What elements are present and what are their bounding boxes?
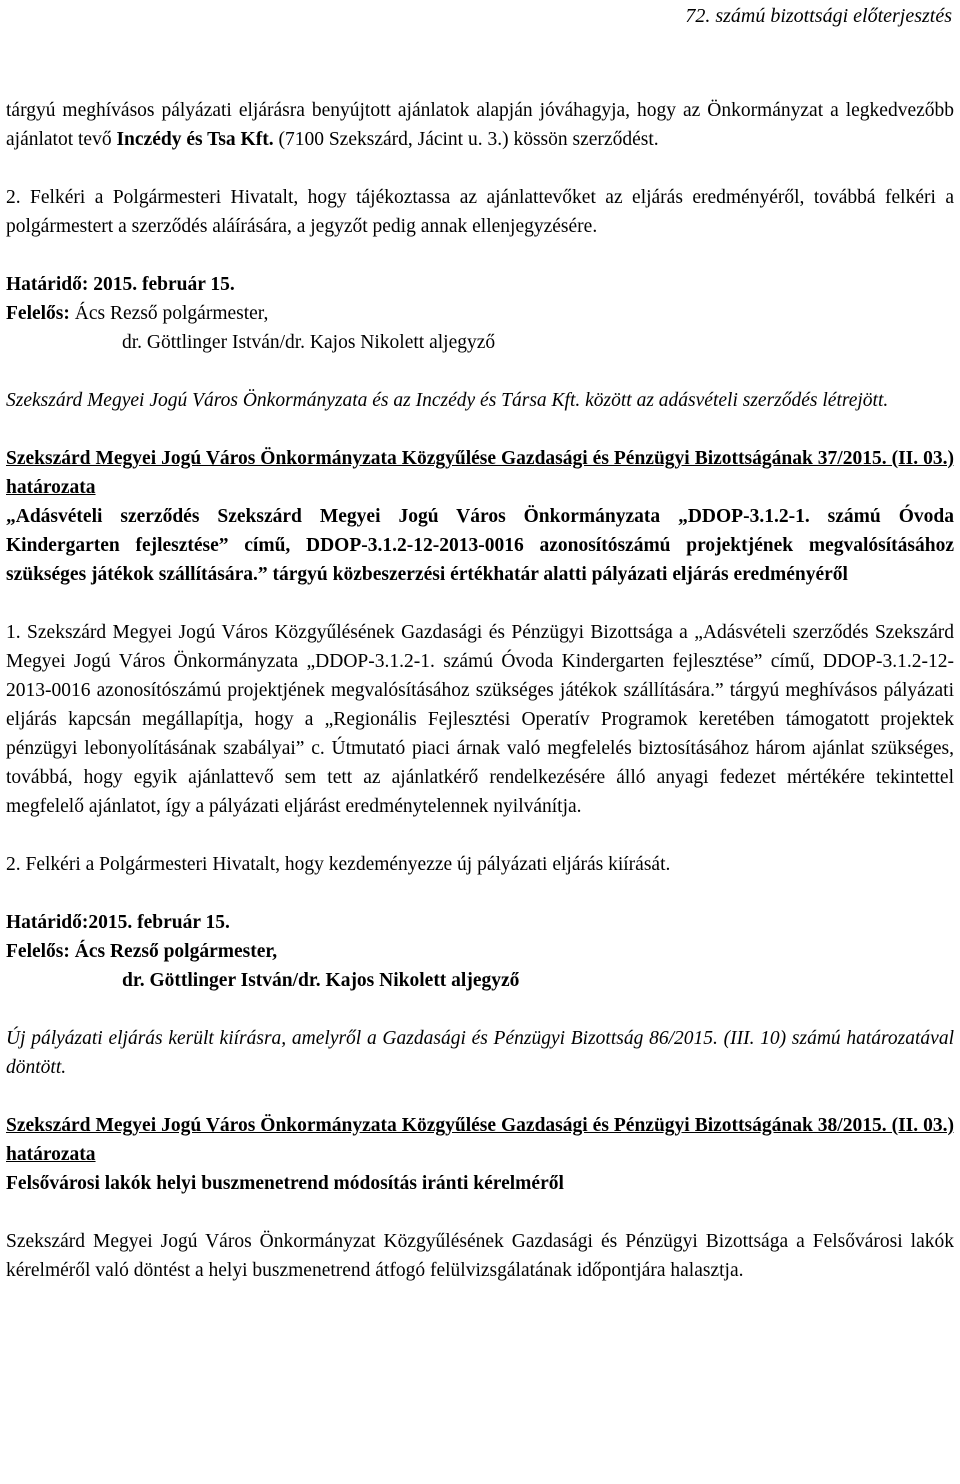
paragraph-approval xyxy=(6,96,954,154)
note-2: Új pályázati eljárás került kiírásra, amelyről a Gazdasági és Pénzügyi Bizottság 86/2015. (III. 10) számú határozatával döntött. xyxy=(6,1028,954,1078)
responsible-names-2: dr. Göttlinger István/dr. Kajos Nikolett aljegyző xyxy=(122,970,520,991)
paragraph-decision-2: Szekszárd Megyei Jogú Város Önkormányzat Közgyűlésének Gazdasági és Pénzügyi Bizottsága a Felsővárosi lakók kérelméről való döntést a helyi buszmenetrend átfogó felülvizsgálatának időpontjára halasztja. xyxy=(6,1231,954,1281)
responsible-names: Ács Rezső polgármester, xyxy=(69,941,278,962)
resolution-subject xyxy=(6,502,954,589)
paragraph-request-2: 2. Felkéri a Polgármesteri Hivatalt, hogy kezdeményezze új pályázati eljárás kiírását. xyxy=(6,854,671,875)
responsible-label: Felelős: xyxy=(6,941,70,962)
deadline-block-2 xyxy=(6,908,954,995)
paragraph-text: (7100 Szekszárd, Jácint u. 3.) kössön szerződést. xyxy=(273,129,659,150)
resolution-heading: Szekszárd Megyei Jogú Város Önkormányzata Közgyűlése Gazdasági és Pénzügyi Bizottságának 38/2015. (II. 03.) határozata xyxy=(6,1115,954,1165)
resolution-37 xyxy=(6,444,954,589)
deadline-label: Határidő: xyxy=(6,912,89,933)
deadline-block-1 xyxy=(6,270,954,357)
responsible-label: Felelős: xyxy=(6,303,70,324)
deadline-date: 2015. február 15. xyxy=(88,274,235,295)
note-1: Szekszárd Megyei Jogú Város Önkormányzata és az Inczédy és Társa Kft. között az adásvételi szerződés létrejött. xyxy=(6,390,889,411)
resolution-subject-bold: „Adásvételi szerződés Szekszárd Megyei Jogú Város Önkormányzata „DDOP-3.1.2-1. számú Óvoda Kindergarten fejlesztése” című, DDOP-3.1.2-12-2013-0016 azonosítószámú projektjének megvalósításához szükséges játékok szállítására.” xyxy=(6,506,954,585)
document-body xyxy=(6,96,954,1285)
deadline-label: Határidő: xyxy=(6,274,89,295)
resolution-subject: Felsővárosi lakók helyi buszmenetrend módosítás iránti kérelméről xyxy=(6,1173,564,1194)
page-header: 72. számú bizottsági előterjesztés xyxy=(685,5,952,27)
paragraph-decision-1: 1. Szekszárd Megyei Jogú Város Közgyűlésének Gazdasági és Pénzügyi Bizottsága a „Adásvételi szerződés Szekszárd Megyei Jogú Város Önkormányzata „DDOP-3.1.2-1. számú Óvoda Kindergarten fejlesztése” című, DDOP-3.1.2-12-2013-0016 azonosítószámú projektjének megvalósításához szükséges játékok szállítására.” tárgyú meghívásos pályázati eljárás kapcsán megállapítja, hogy a „Regionális Fejlesztési Operatív Programok keretében támogatott projektek pénzügyi lebonyolításának szabályai” c. Útmutató piaci árnak való megfelelés biztosításához három ajánlat szükséges, továbbá, hogy egyik ajánlattevő sem tett az ajánlatkérő rendelkezésére álló anyagi fedezet mértékére tekintettel megfelelő ajánlatot, így a pályázati eljárást eredménytelennek nyilvánítja. xyxy=(6,622,954,817)
resolution-heading: Szekszárd Megyei Jogú Város Önkormányzata Közgyűlése Gazdasági és Pénzügyi Bizottságának 37/2015. (II. 03.) határozata xyxy=(6,448,954,498)
company-name: Inczédy és Tsa Kft. xyxy=(116,129,274,150)
paragraph-request-1: 2. Felkéri a Polgármesteri Hivatalt, hogy tájékoztassa az ajánlattevőket az eljárás eredményéről, továbbá felkéri a polgármestert a szerződés aláírására, a jegyzőt pedig annak ellenjegyzésére. xyxy=(6,187,954,237)
resolution-subject-tail: tárgyú közbeszerzési értékhatár alatti pályázati eljárás eredményéről xyxy=(267,564,848,585)
resolution-38 xyxy=(6,1111,954,1198)
paragraph-text: tárgyú meghívásos pályázati eljárásra benyújtott ajánlatok alapján jóváhagyja, hogy az Önkormányzat a legkedvezőbb ajánlatot tevő xyxy=(6,100,954,150)
deadline-date: 2015. február 15. xyxy=(88,912,230,933)
responsible-names: Ács Rezső polgármester, xyxy=(69,303,269,324)
responsible-names-2: dr. Göttlinger István/dr. Kajos Nikolett aljegyző xyxy=(122,332,496,353)
